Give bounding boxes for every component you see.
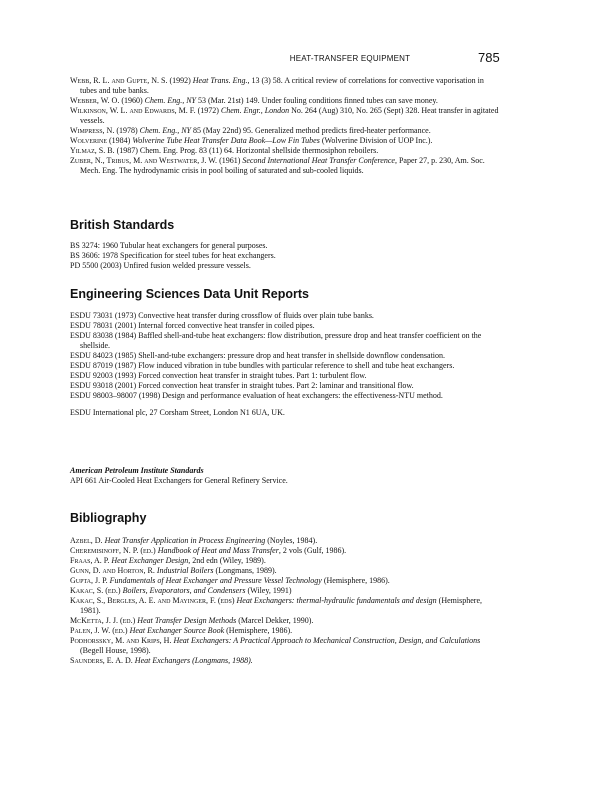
esdu-item: ESDU 93018 (2001) Forced convection heat transfer in straight tubes. Part 2: laminar and transitional flow. (70, 381, 414, 390)
esdu-list (70, 311, 502, 418)
reference-item: Yilmaz, S. B. (1987) Chem. Eng. Prog. 83 (11) 64. Horizontal shellside thermosiphon reboilers. (70, 146, 379, 155)
esdu-item: ESDU 98003–98007 (1998) Design and performance evaluation of heat exchangers: the effectiveness-NTU method. (70, 391, 443, 400)
api-section (70, 466, 502, 486)
bibliography-list (70, 536, 502, 666)
esdu-item: ESDU 92003 (1993) Forced convection heat transfer in straight tubes. Part 1: turbulent flow. (70, 371, 367, 380)
esdu-item: ESDU 84023 (1985) Shell-and-tube exchangers: pressure drop and heat transfer in shellside downflow condensation. (70, 351, 446, 360)
bibliography-item: Azbel, D. Heat Transfer Application in Process Engineering (Noyles, 1984). (70, 536, 318, 545)
page-number: 785 (478, 50, 500, 65)
api-heading: American Petroleum Institute Standards (70, 466, 204, 475)
bibliography-item: Fraas, A. P. Heat Exchanger Design, 2nd edn (Wiley, 1989). (70, 556, 266, 565)
running-header: HEAT-TRANSFER EQUIPMENT (289, 54, 411, 63)
bibliography-item: Saunders, E. A. D. Heat Exchangers (Longmans, 1988). (70, 656, 253, 665)
bibliography-item: Palen, J. W. (ed.) Heat Exchanger Source Book (Hemisphere, 1986). (70, 626, 293, 635)
reference-item: Zuber, N., Tribus, M. and Westwater, J. W. (1961) Second International Heat Transfer Conference, Paper 27, p. 230, Am. Soc. Mech. Eng. The hydrodynamic crisis in pool boiling of saturated and sub-cooled liquids. (70, 156, 485, 175)
bibliography-item: Cheremisinoff, N. P. (ed.) Handbook of Heat and Mass Transfer, 2 vols (Gulf, 1986). (70, 546, 347, 555)
bibliography-item: Kakac, S., Bergles, A. E. and Mayinger, F. (eds) Heat Exchangers: thermal-hydraulic fundamentals and design (Hemisphere, 1981). (70, 596, 482, 615)
api-item: API 661 Air-Cooled Heat Exchangers for General Refinery Service. (70, 476, 288, 485)
reference-item: Webb, R. L. and Gupte, N. S. (1992) Heat Trans. Eng., 13 (3) 58. A critical review of correlations for convective vaporisation in tubes and tube banks. (70, 76, 484, 95)
british-standards-list (70, 241, 502, 271)
reference-item: Webber, W. O. (1960) Chem. Eng., NY 53 (Mar. 21st) 149. Under fouling conditions finned tubes can save money. (70, 96, 438, 105)
standard-item: BS 3274: 1960 Tubular heat exchangers for general purposes. (70, 241, 268, 250)
bibliography-item: Podhorssky, M. and Krips, H. Heat Exchangers: A Practical Approach to Mechanical Construction, Design, and Calculations (Begell House, 1998). (70, 636, 481, 655)
bibliography-heading: Bibliography (70, 511, 147, 525)
standard-item: PD 5500 (2003) Unfired fusion welded pressure vessels. (70, 261, 251, 270)
references-list (70, 76, 502, 176)
bibliography-item: Gunn, D. and Horton, R. Industrial Boilers (Longmans, 1989). (70, 566, 277, 575)
reference-item: Wilkinson, W. L. and Edwards, M. F. (1972) Chem. Engr., London No. 264 (Aug) 310, No. 265 (Sept) 328. Heat transfer in agitated vessels. (70, 106, 499, 125)
reference-item: Wolverine (1984) Wolverine Tube Heat Transfer Data Book—Low Fin Tubes (Wolverine Division of UOP Inc.). (70, 136, 433, 145)
esdu-item: ESDU 73031 (1973) Convective heat transfer during crossflow of fluids over plain tube banks. (70, 311, 374, 320)
bibliography-item: McKetta, J. J. (ed.) Heat Transfer Design Methods (Marcel Dekker, 1990). (70, 616, 314, 625)
esdu-heading: Engineering Sciences Data Unit Reports (70, 287, 309, 301)
esdu-item: ESDU 78031 (2001) Internal forced convective heat transfer in coiled pipes. (70, 321, 315, 330)
esdu-address: ESDU International plc, 27 Corsham Street, London N1 6UA, UK. (70, 408, 285, 417)
bibliography-item: Kakac, S. (ed.) Boilers, Evaporators, and Condensers (Wiley, 1991) (70, 586, 292, 595)
bibliography-item: Gupta, J. P. Fundamentals of Heat Exchanger and Pressure Vessel Technology (Hemisphere, 1986). (70, 576, 390, 585)
esdu-item: ESDU 83038 (1984) Baffled shell-and-tube heat exchangers: flow distribution, pressure drop and heat transfer coefficient on the shellside. (70, 331, 482, 350)
reference-item: Wimpress, N. (1978) Chem. Eng., NY 85 (May 22nd) 95. Generalized method predicts fired-heater performance. (70, 126, 431, 135)
british-standards-heading: British Standards (70, 218, 175, 232)
standard-item: BS 3606: 1978 Specification for steel tubes for heat exchangers. (70, 251, 276, 260)
esdu-item: ESDU 87019 (1987) Flow induced vibration in tube bundles with particular reference to shell and tube heat exchangers. (70, 361, 455, 370)
